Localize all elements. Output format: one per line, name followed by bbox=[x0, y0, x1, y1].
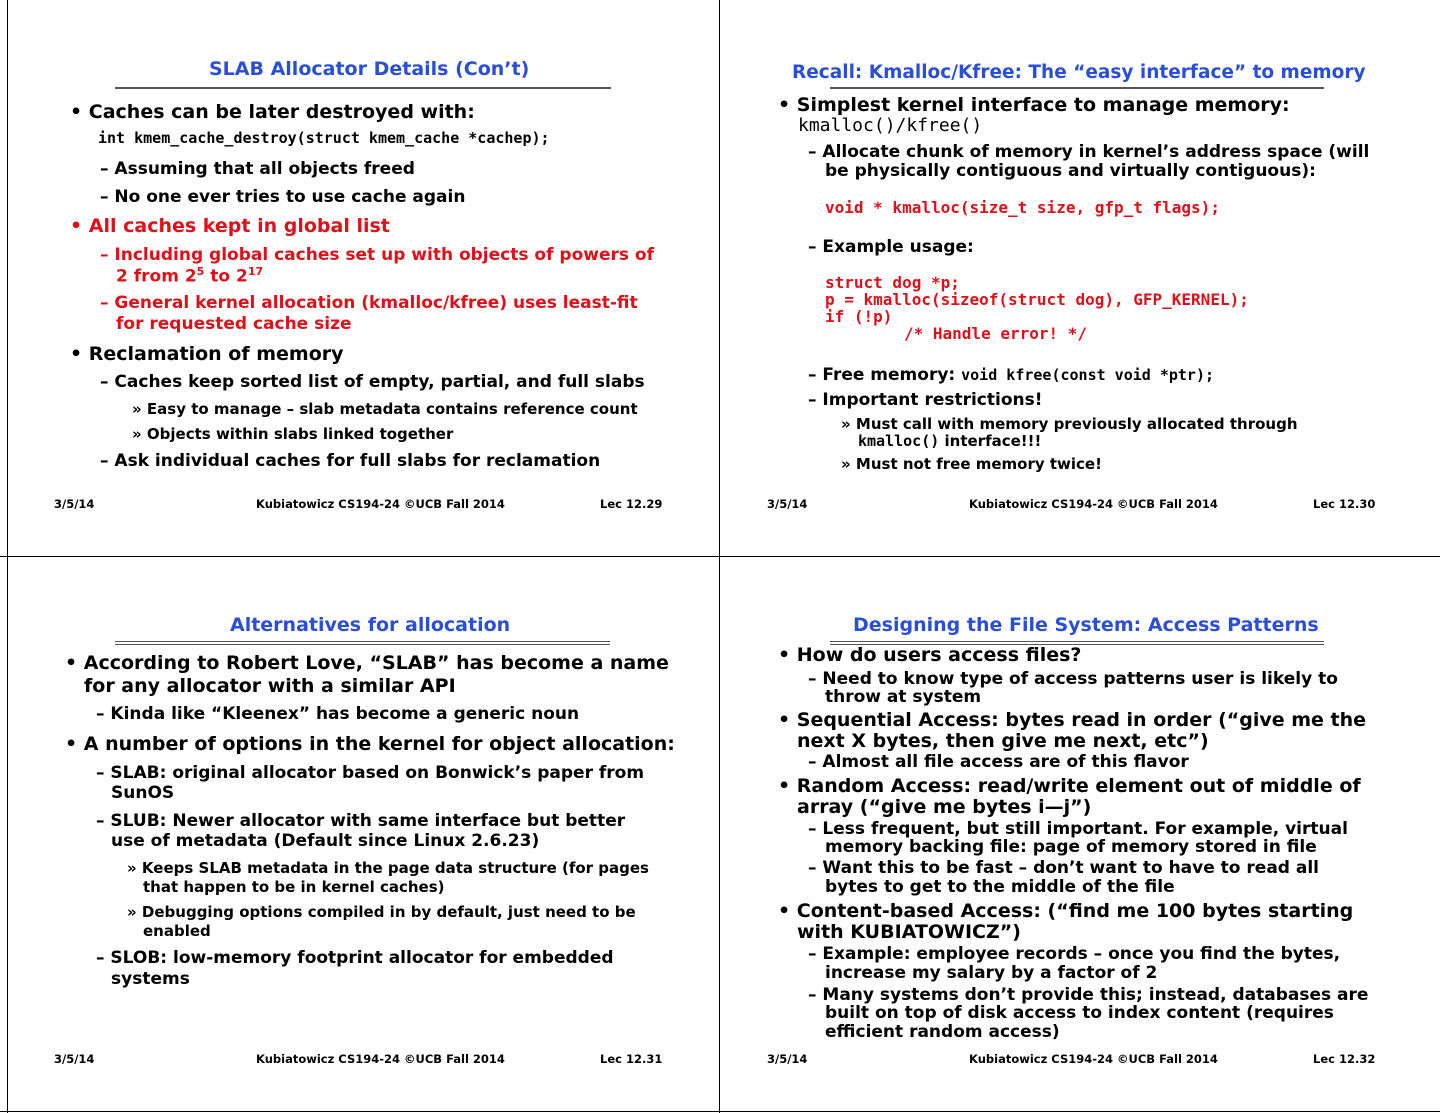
bullet: • How do users access files? bbox=[778, 644, 1082, 666]
bottom-border bbox=[0, 1111, 1440, 1112]
sub-sub-bullet: » Keeps SLAB metadata in the page data structure (for pages bbox=[127, 859, 649, 877]
footer-course: Kubiatowicz CS194-24 ©UCB Fall 2014 bbox=[969, 1052, 1218, 1066]
sub-bullet: – Ask individual caches for full slabs for reclamation bbox=[100, 451, 601, 471]
sub-bullet: – Caches keep sorted list of empty, partial, and full slabs bbox=[100, 372, 645, 392]
sub-bullet: – Example usage: bbox=[808, 237, 974, 257]
code-line: struct dog *p; bbox=[825, 273, 960, 292]
sub-bullet: – No one ever tries to use cache again bbox=[100, 187, 466, 207]
footer-course: Kubiatowicz CS194-24 ©UCB Fall 2014 bbox=[256, 497, 505, 511]
horizontal-divider bbox=[0, 556, 1440, 557]
slide-title: Alternatives for allocation bbox=[230, 614, 511, 636]
footer-course: Kubiatowicz CS194-24 ©UCB Fall 2014 bbox=[256, 1052, 505, 1066]
bullet: • Sequential Access: bytes read in order (“give me the bbox=[778, 709, 1367, 731]
sub-bullet: – SLOB: low-memory footprint allocator for embedded bbox=[96, 948, 614, 968]
slide-title: SLAB Allocator Details (Con’t) bbox=[209, 58, 530, 80]
footer-lecture: Lec 12.29 bbox=[600, 497, 663, 511]
sub-sub-bullet: » Must not free memory twice! bbox=[841, 455, 1102, 473]
sub-bullet: – Important restrictions! bbox=[808, 390, 1043, 410]
bullet: • Simplest kernel interface to manage memory: bbox=[778, 94, 1290, 116]
sub-sub-bullet: » Easy to manage – slab metadata contains reference count bbox=[132, 400, 638, 418]
slide-title: Designing the File System: Access Patterns bbox=[853, 614, 1319, 636]
sub-sub-bullet: » Must call with memory previously allocated through bbox=[841, 415, 1298, 433]
sub-bullet-cont: use of metadata (Default since Linux 2.6.23) bbox=[111, 831, 540, 851]
bullet: • All caches kept in global list bbox=[70, 215, 390, 237]
footer-course: Kubiatowicz CS194-24 ©UCB Fall 2014 bbox=[969, 497, 1218, 511]
sub-bullet: – Almost all file access are of this flavor bbox=[808, 752, 1189, 772]
sub-bullet-cont: throw at system bbox=[825, 687, 982, 707]
sub-bullet: – Free memory: void kfree(const void *ptr); bbox=[808, 365, 1215, 385]
sub-bullet: – SLAB: original allocator based on Bonwick’s paper from bbox=[96, 763, 645, 783]
footer-date: 3/5/14 bbox=[767, 497, 808, 511]
bullet: • Content-based Access: (“find me 100 bytes starting bbox=[778, 900, 1354, 922]
title-underline bbox=[115, 641, 610, 642]
sub-bullet-cont: increase my salary by a factor of 2 bbox=[825, 963, 1158, 983]
sub-sub-bullet: » Debugging options compiled in by default, just need to be bbox=[127, 903, 636, 921]
footer-date: 3/5/14 bbox=[767, 1052, 808, 1066]
sub-sub-bullet-cont: that happen to be in kernel caches) bbox=[143, 878, 445, 896]
bullet-cont: with KUBIATOWICZ”) bbox=[797, 921, 1021, 943]
bullet: • Reclamation of memory bbox=[70, 343, 344, 365]
sub-bullet: – Less frequent, but still important. For example, virtual bbox=[808, 819, 1348, 839]
bullet: • A number of options in the kernel for object allocation: bbox=[65, 733, 675, 755]
sub-bullet: – Many systems don’t provide this; instead, databases are bbox=[808, 985, 1369, 1005]
sub-bullet: – Including global caches set up with objects of powers of bbox=[100, 245, 654, 265]
sub-bullet-cont: 2 from $2^5$ to $2^{17}$ bbox=[116, 265, 264, 287]
code-line: if (!p) bbox=[825, 307, 893, 326]
sub-bullet: – Assuming that all objects freed bbox=[100, 159, 415, 179]
code-line: /* Handle error! */ bbox=[904, 324, 1088, 343]
sub-bullet: – Kinda like “Kleenex” has become a generic noun bbox=[96, 704, 580, 724]
sub-bullet: – Allocate chunk of memory in kernel’s address space (will bbox=[808, 142, 1370, 162]
footer-lecture: Lec 12.30 bbox=[1313, 497, 1376, 511]
sub-sub-bullet-cont: kmalloc() interface!!! bbox=[858, 432, 1042, 450]
sub-sub-bullet: » Objects within slabs linked together bbox=[132, 425, 454, 443]
code-line: p = kmalloc(sizeof(struct dog), GFP_KERNEL); bbox=[825, 290, 1249, 309]
code-line: void * kmalloc(size_t size, gfp_t flags); bbox=[825, 198, 1220, 217]
sub-bullet-cont: be physically contiguous and virtually contiguous): bbox=[825, 161, 1316, 181]
sub-bullet-cont: systems bbox=[111, 969, 190, 989]
sub-bullet-cont: efficient random access) bbox=[825, 1022, 1060, 1042]
footer-date: 3/5/14 bbox=[54, 497, 95, 511]
sub-sub-bullet-cont: enabled bbox=[143, 922, 211, 940]
bullet-cont: for any allocator with a similar API bbox=[84, 675, 456, 697]
title-underline bbox=[830, 87, 1324, 89]
sub-bullet-cont: bytes to get to the middle of the file bbox=[825, 877, 1175, 897]
sub-bullet-cont: memory backing file: page of memory stored in file bbox=[825, 837, 1317, 857]
bullet: • Random Access: read/write element out of middle of bbox=[778, 775, 1361, 797]
bullet: • According to Robert Love, “SLAB” has become a name bbox=[65, 652, 669, 674]
sub-bullet-cont: built on top of disk access to index content (requires bbox=[825, 1003, 1334, 1023]
sub-bullet: – Example: employee records – once you find the bytes, bbox=[808, 944, 1341, 964]
footer-lecture: Lec 12.32 bbox=[1313, 1052, 1376, 1066]
sub-bullet: – SLUB: Newer allocator with same interface but better bbox=[96, 811, 626, 831]
sub-bullet: – General kernel allocation (kmalloc/kfree) uses least-fit bbox=[100, 293, 638, 313]
bullet-cont: next X bytes, then give me next, etc”) bbox=[797, 730, 1209, 752]
footer-date: 3/5/14 bbox=[54, 1052, 95, 1066]
sub-bullet: – Need to know type of access patterns user is likely to bbox=[808, 669, 1338, 689]
bullet: • Caches can be later destroyed with: bbox=[70, 101, 475, 123]
slide-title: Recall: Kmalloc/Kfree: The “easy interface” to memory bbox=[792, 62, 1366, 83]
code-line: int kmem_cache_destroy(struct kmem_cache *cachep); bbox=[98, 129, 550, 147]
footer-lecture: Lec 12.31 bbox=[600, 1052, 663, 1066]
title-underline bbox=[115, 87, 611, 89]
sub-bullet-cont: SunOS bbox=[111, 783, 175, 803]
bullet-cont: array (“give me bytes i—j”) bbox=[797, 796, 1092, 818]
title-underline bbox=[830, 641, 1324, 642]
sub-bullet-cont: for requested cache size bbox=[116, 314, 352, 334]
code-line: kmalloc()/kfree() bbox=[798, 115, 983, 136]
sub-bullet: – Want this to be fast – don’t want to have to read all bbox=[808, 858, 1319, 878]
title-underline bbox=[115, 644, 610, 645]
left-border bbox=[7, 0, 8, 1113]
